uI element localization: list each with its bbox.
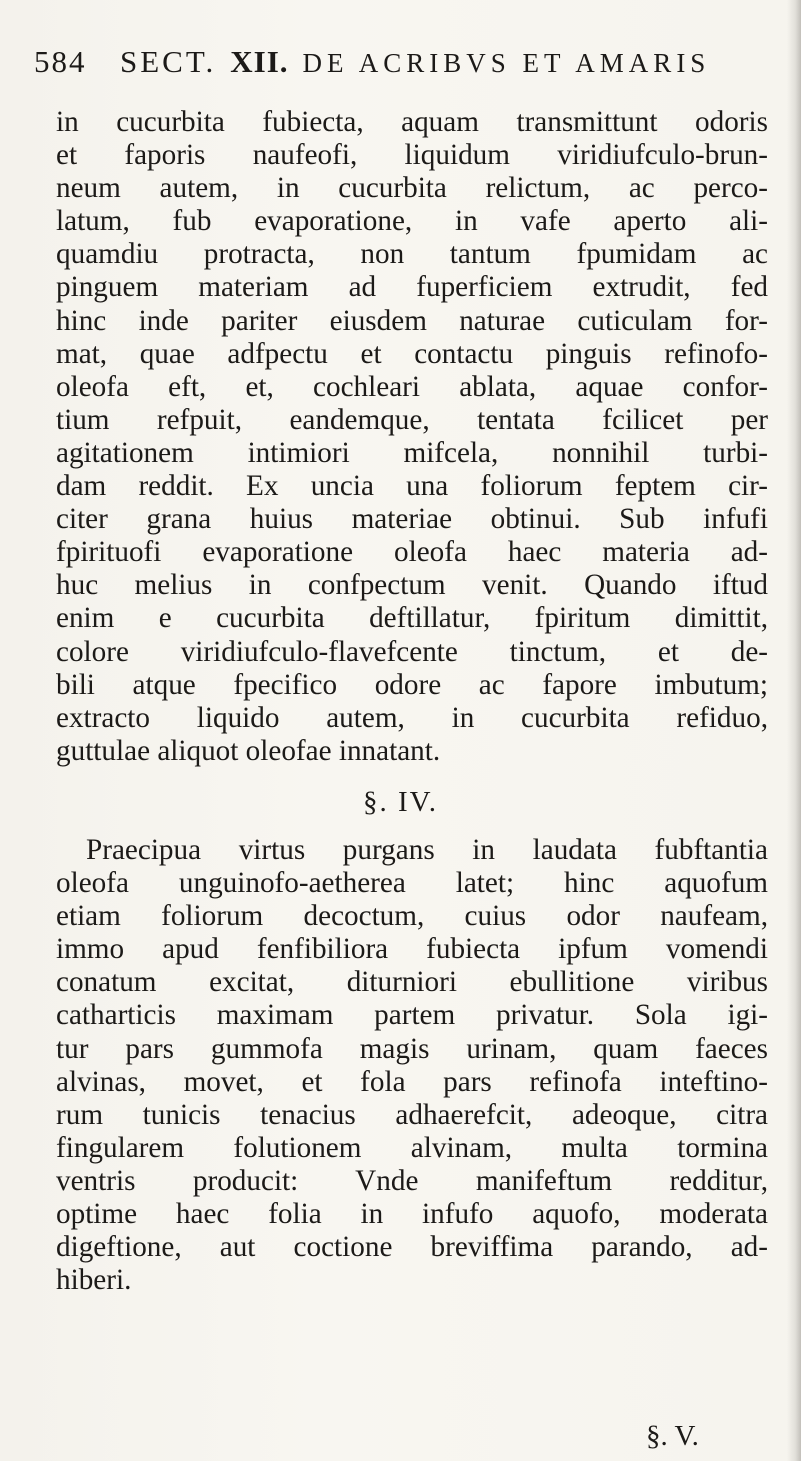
section-heading: §. IV. [362,786,439,818]
text-line: quamdiu protracta, non tantum fpumidam ac [56,238,768,271]
paragraph-2 [56,834,768,1297]
text-line: optime haec folia in infufo aquofo, moderata [56,1198,768,1231]
text-line: hiberi. [56,1264,132,1297]
text-line: guttulae aliquot oleofae innatant. [56,734,441,767]
text-line: oleofa unguinofo-aetherea latet; hinc aquofum [56,867,768,900]
text-line: dam reddit. Ex uncia una foliorum feptem cir- [56,470,768,503]
text-line: Praecipua virtus purgans in laudata fubftantia [86,834,768,866]
paragraph-1 [56,106,768,768]
text-line: oleofa eft, et, cochleari ablata, aquae confor- [56,370,768,403]
text-line: tium refpuit, eandemque, tentata fcilicet per [56,403,768,436]
running-head [34,44,774,84]
text-line: conatum excitat, diturniori ebullitione viribus [56,966,768,999]
text-line: rum tunicis tenacius adhaerefcit, adeoque, citra [56,1098,768,1131]
text-line: enim e cucurbita deftillatur, fpiritum dimittit, [56,602,768,635]
text-line: mat, quae adfpectu et contactu pinguis refinofo- [56,337,768,370]
section-label: SECT. [120,44,217,79]
text-line: pinguem materiam ad fuperficiem extrudit, fed [56,271,768,304]
text-line: alvinas, movet, et fola pars refinofa inteftino- [56,1065,768,1098]
text-line: latum, fub evaporatione, in vafe aperto ali- [56,205,768,238]
page-number: 584 [34,44,87,79]
catchword: §. V. [646,1420,699,1452]
text-line: fpirituofi evaporatione oleofa haec materia ad- [56,536,768,569]
text-line: huc melius in confpectum venit. Quando iftud [56,569,768,602]
text-line: ventris producit: Vnde manifeftum redditur, [56,1164,768,1197]
text-line: colore viridiufculo-flavefcente tinctum, et de- [56,635,768,668]
text-line: immo apud fenfibiliora fubiecta ipfum vomendi [56,933,768,966]
section-number: XII. [230,44,289,79]
text-line: in cucurbita fubiecta, aquam transmittunt odoris [56,106,768,138]
text-line: digeftione, aut coctione breviffima parando, ad- [56,1231,768,1264]
text-line: citer grana huius materiae obtinui. Sub infufi [56,503,768,536]
text-line: agitationem intimiori mifcela, nonnihil turbi- [56,436,768,469]
text-line: hinc inde pariter eiusdem naturae cuticulam for- [56,304,768,337]
page-edge-shadow [787,0,801,1461]
text-line: bili atque fpecifico odore ac fapore imbutum; [56,668,768,701]
text-line: catharticis maximam partem privatur. Sola igi- [56,999,768,1032]
text-line: etiam foliorum decoctum, cuius odor naufeam, [56,900,768,933]
text-line: extracto liquido autem, in cucurbita refiduo, [56,701,768,734]
text-line: neum autem, in cucurbita relictum, ac perco- [56,172,768,205]
text-line: et faporis naufeofi, liquidum viridiufculo-brun- [56,139,768,172]
text-line: fingularem folutionem alvinam, multa tormina [56,1131,768,1164]
running-title: DE ACRIBVS ET AMARIS [302,48,711,78]
text-line: tur pars gummofa magis urinam, quam faeces [56,1032,768,1065]
